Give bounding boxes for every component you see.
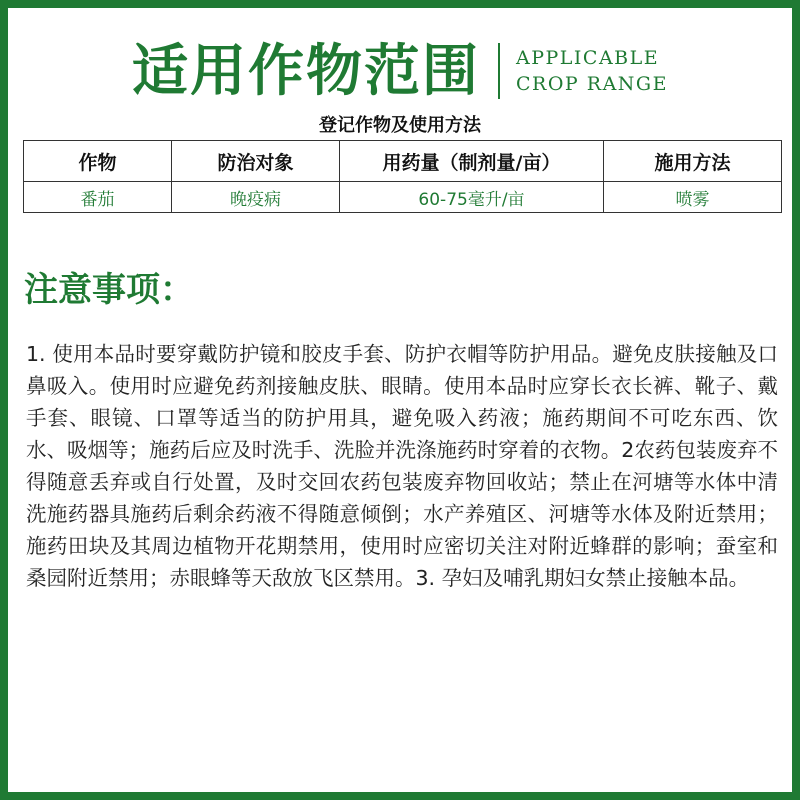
table-header-row: [24, 141, 782, 182]
registration-subtitle: 登记作物及使用方法: [319, 115, 481, 136]
notice-body: 1. 使用本品时要穿戴防护镜和胶皮手套、防护衣帽等防护用品。避免皮肤接触及口鼻吸入。使用时应避免药剂接触皮肤、眼睛。使用本品时应穿长衣长裤、靴子、戴手套、眼镜、口罩等适当的防护用具，避免吸入药液；施药期间不可吃东西、饮水、吸烟等；施药后应及时洗手、洗脸并洗涤施药时穿着的衣物。2农药包装废弃不得随意丢弃或自行处置，及时交回农药包装废弃物回收站；禁止在河塘等水体中清洗施药器具施药后剩余药液不得随意倾倒；水产养殖区、河塘等水体及附近禁用；施药田块及其周边植物开花期禁用，使用时应密切关注对附近蜂群的影响；蚕室和桑园附近禁用；赤眼蜂等天敌放飞区禁用。3. 孕妇及哺乳期妇女禁止接触本品。: [26, 342, 778, 590]
table-row: [24, 182, 782, 213]
title-english: [516, 45, 668, 97]
column-header-method: 施用方法: [604, 141, 782, 182]
cell-dosage: 60-75毫升/亩: [340, 182, 604, 213]
cell-crop: 番茄: [24, 182, 172, 213]
cell-target: 晚疫病: [172, 182, 340, 213]
title-divider: [498, 43, 500, 99]
title-chinese: 适用作物范围: [132, 38, 481, 104]
registration-table: [23, 140, 782, 213]
column-header-target: 防治对象: [172, 141, 340, 182]
cell-method: 喷雾: [604, 182, 782, 213]
notice-title: 注意事项：: [24, 270, 194, 310]
title-english-line1: APPLICABLE: [516, 47, 660, 69]
column-header-dosage: 用药量（制剂量/亩）: [340, 141, 604, 182]
title-header: [0, 36, 800, 106]
column-header-crop: 作物: [24, 141, 172, 182]
title-english-line2: CROP RANGE: [516, 73, 668, 95]
